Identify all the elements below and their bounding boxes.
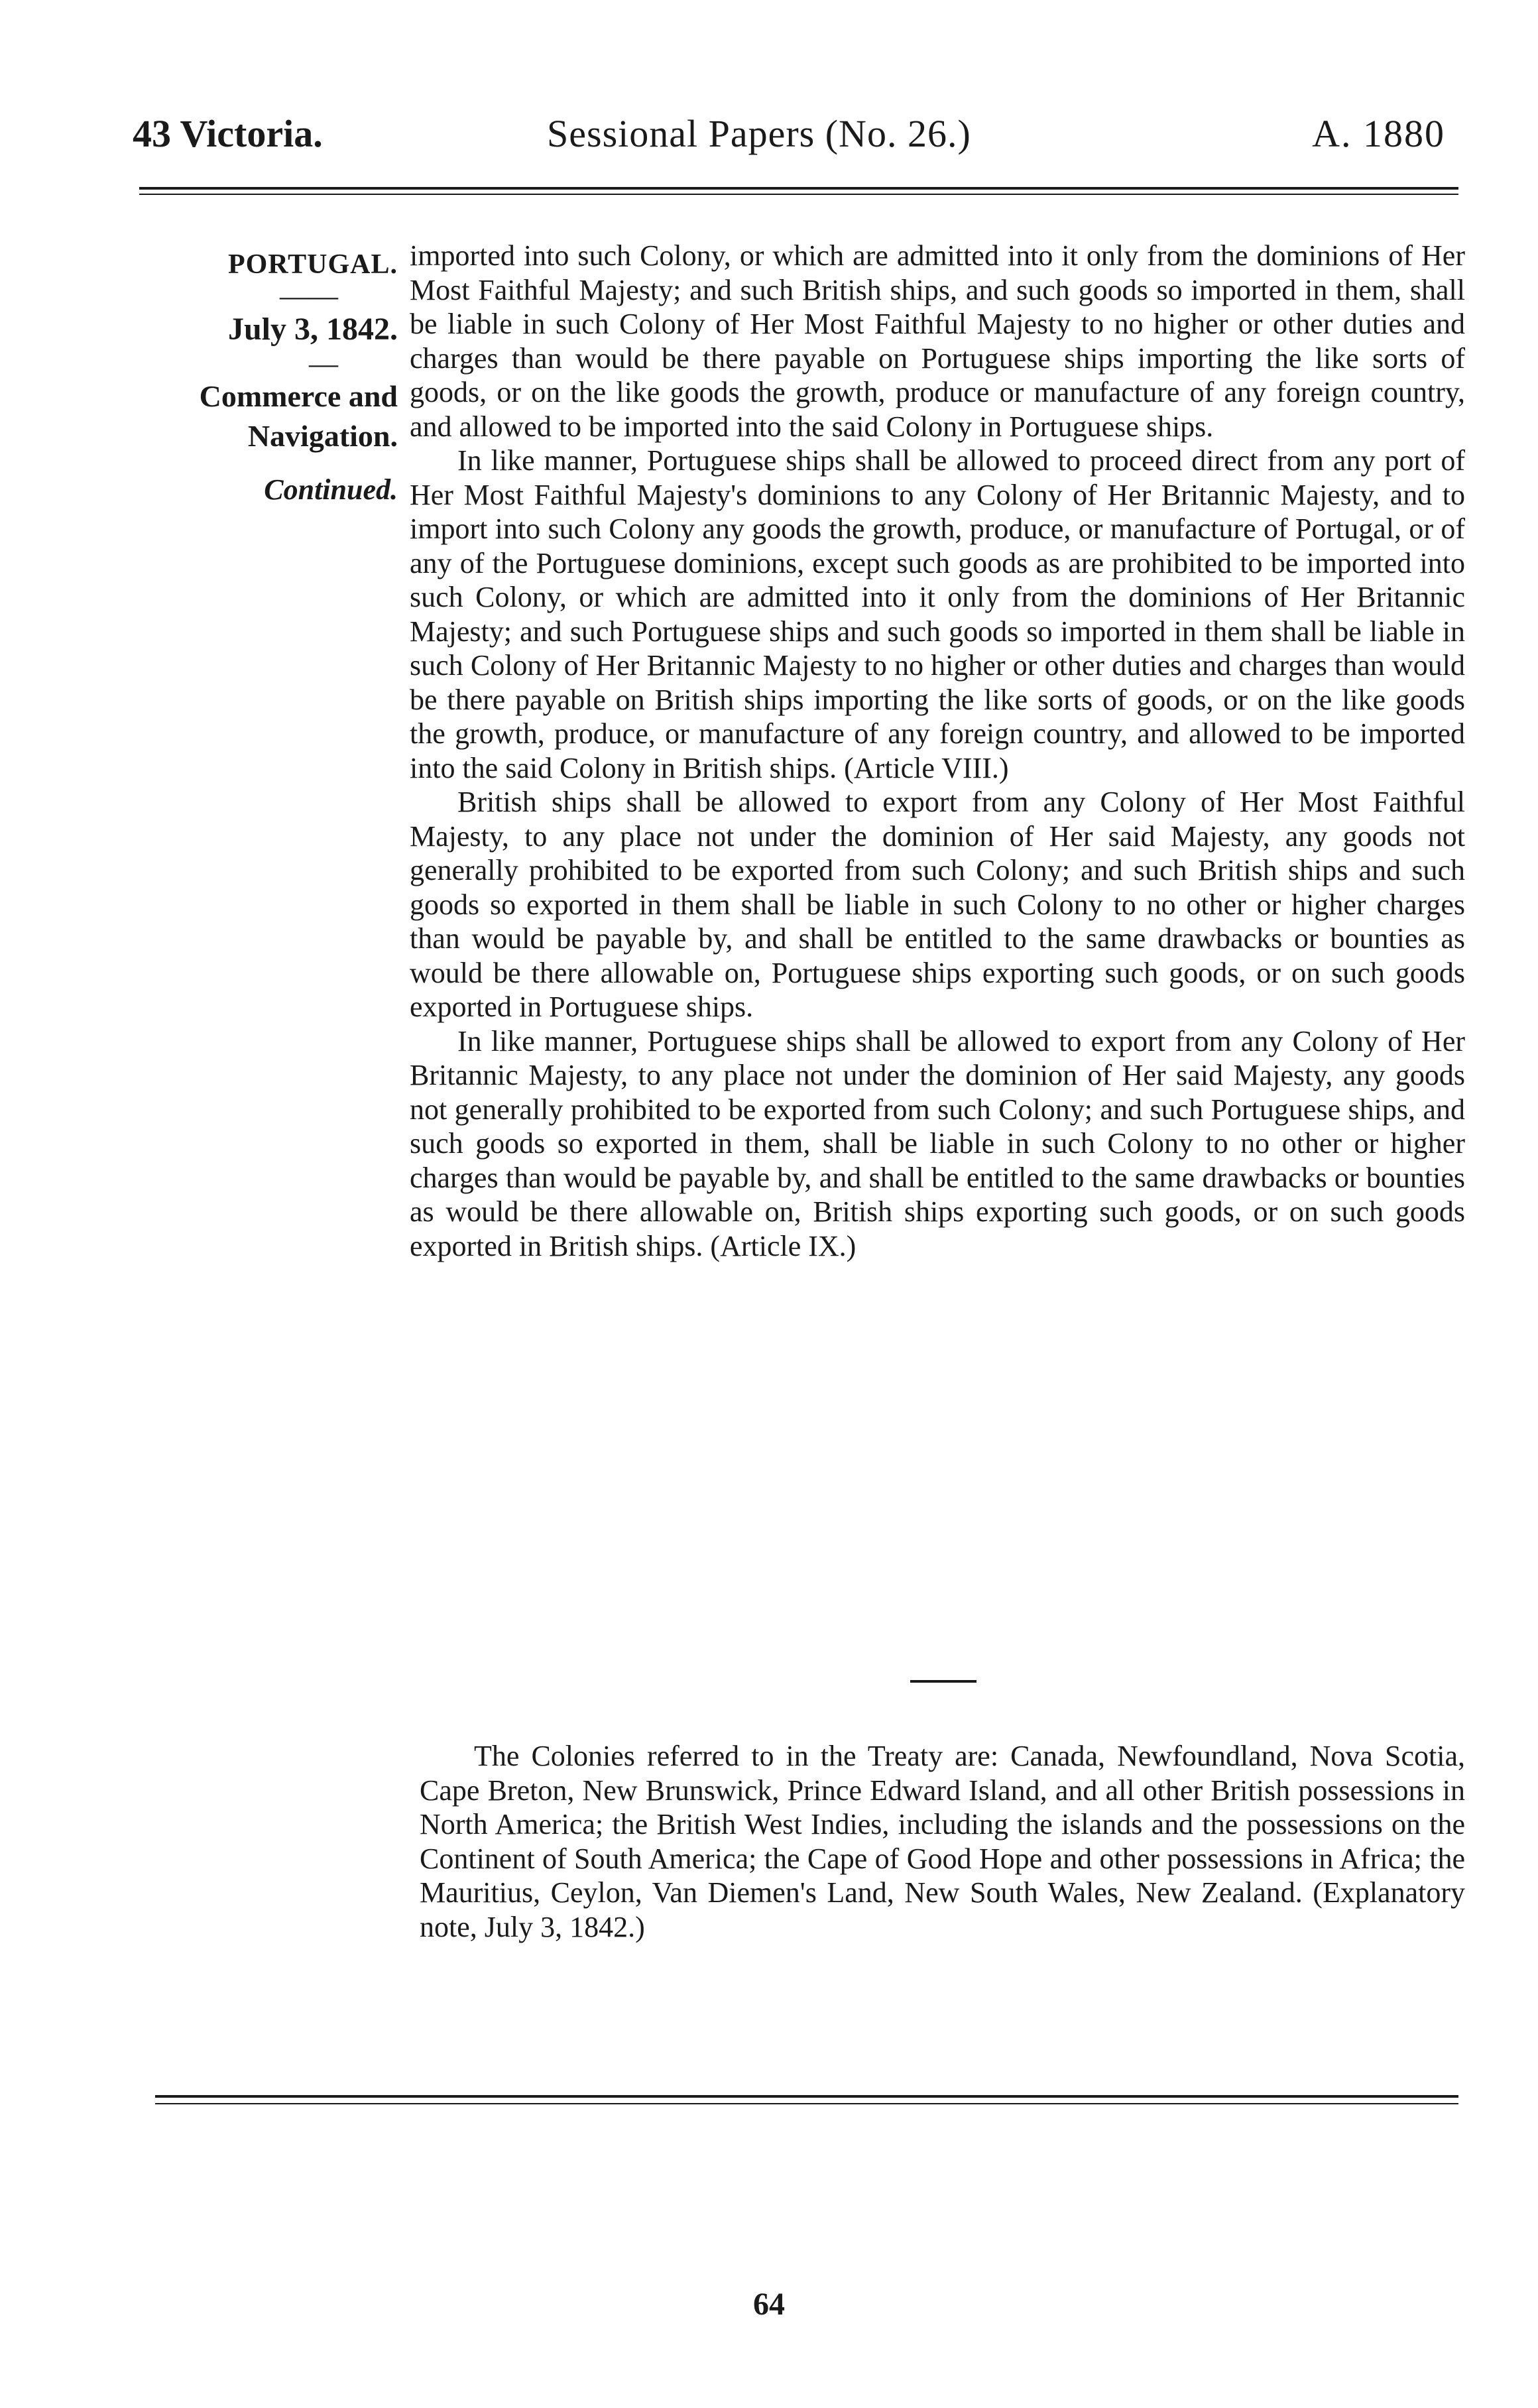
- paragraph: In like manner, Portuguese ships shall be allowed to proceed direct from any port of Her Most Faithful Majesty's dominions to any Colony of Her Britannic Majesty, and to import into such Colony any goods the growth, produce, or manufacture of Portugal, or of any of the Portuguese dominions, except such goods as are prohibited to be imported into such Colony, or which are admitted into it only from the dominions of Her Britannic Majesty; and such Portuguese ships and such goods so imported in them shall be liable in such Colony of Her Britannic Majesty to no higher or other duties and charges than would be there payable on British ships importing the like sorts of goods, or on the like goods the growth, produce, or manufacture of any foreign country, and allowed to be imported into the said Colony in British ships. (Article VIII.): [410, 444, 1465, 784]
- margin-dash: ——: [280, 279, 338, 312]
- paragraph: In like manner, Portuguese ships shall be allowed to export from any Colony of Her Britannic Majesty, to any place not under the dominion of Her said Majesty, any goods not generally prohibited to be exported from such Colony; and such Portuguese ships, and such goods so exported in them, shall be liable in such Colony to no other or higher charges than would be payable by, and shall be entitled to the same drawbacks or bounties as would be there allowable on, British ships exporting such goods, or on such goods exported in British ships. (Article IX.): [410, 1024, 1465, 1262]
- subject-line: Navigation.: [247, 418, 398, 453]
- paragraph: imported into such Colony, or which are admitted into it only from the dominions of Her Most Faithful Majesty; and such British ships, and such goods so imported in them, shall be liable in such Colony of Her Most Faithful Majesty to no higher or other duties and charges than would be there payable on Portuguese ships importing the like sorts of goods, or on the like goods the growth, produce or manufacture of any foreign country, and allowed to be imported into the said Colony in Portuguese ships.: [410, 239, 1465, 443]
- section-divider: [910, 1680, 976, 1683]
- treaty-text: [410, 239, 1465, 1263]
- document-title: Sessional Papers (No. 26.): [547, 112, 971, 155]
- margin-notes: [106, 247, 398, 509]
- year-label: A. 1880: [1312, 112, 1445, 155]
- page-header: [133, 111, 1445, 171]
- footer-rule-bottom: [155, 2103, 1458, 2104]
- explanatory-note: The Colonies referred to in the Treaty are: Canada, Newfoundland, Nova Scotia, Cape Breton, New Brunswick, Prince Edward Island, and all other British possessions in North America; the British West Indies, including the islands and the possessions on the Continent of South America; the Cape of Good Hope and other possessions in Africa; the Mauritius, Ceylon, Van Diemen's Land, New South Wales, New Zealand. (Explanatory note, July 3, 1842.): [420, 1740, 1465, 1943]
- page-number: 64: [753, 2287, 785, 2322]
- continued-label: Continued.: [264, 473, 398, 506]
- footer-rule-top: [155, 2095, 1458, 2098]
- paragraph: British ships shall be allowed to export from any Colony of Her Most Faithful Majesty, to any place not under the dominion of Her said Majesty, any goods not generally prohibited to be exported from such Colony; and such British ships and such goods so exported in them shall be liable in such Colony to no other or higher charges than would be payable by, and shall be entitled to the same drawbacks or bounties as would be there allowable on, Portuguese ships exporting such goods, or on such goods exported in Portuguese ships.: [410, 786, 1465, 1023]
- header-rule-bottom: [139, 194, 1458, 195]
- header-rule-top: [139, 187, 1458, 190]
- subject-line: Commerce and: [199, 379, 398, 414]
- section-title: PORTUGAL.: [227, 249, 398, 280]
- margin-dash: —: [309, 347, 338, 380]
- treaty-date: July 3, 1842.: [227, 312, 398, 347]
- volume-label: 43 Victoria.: [133, 112, 323, 155]
